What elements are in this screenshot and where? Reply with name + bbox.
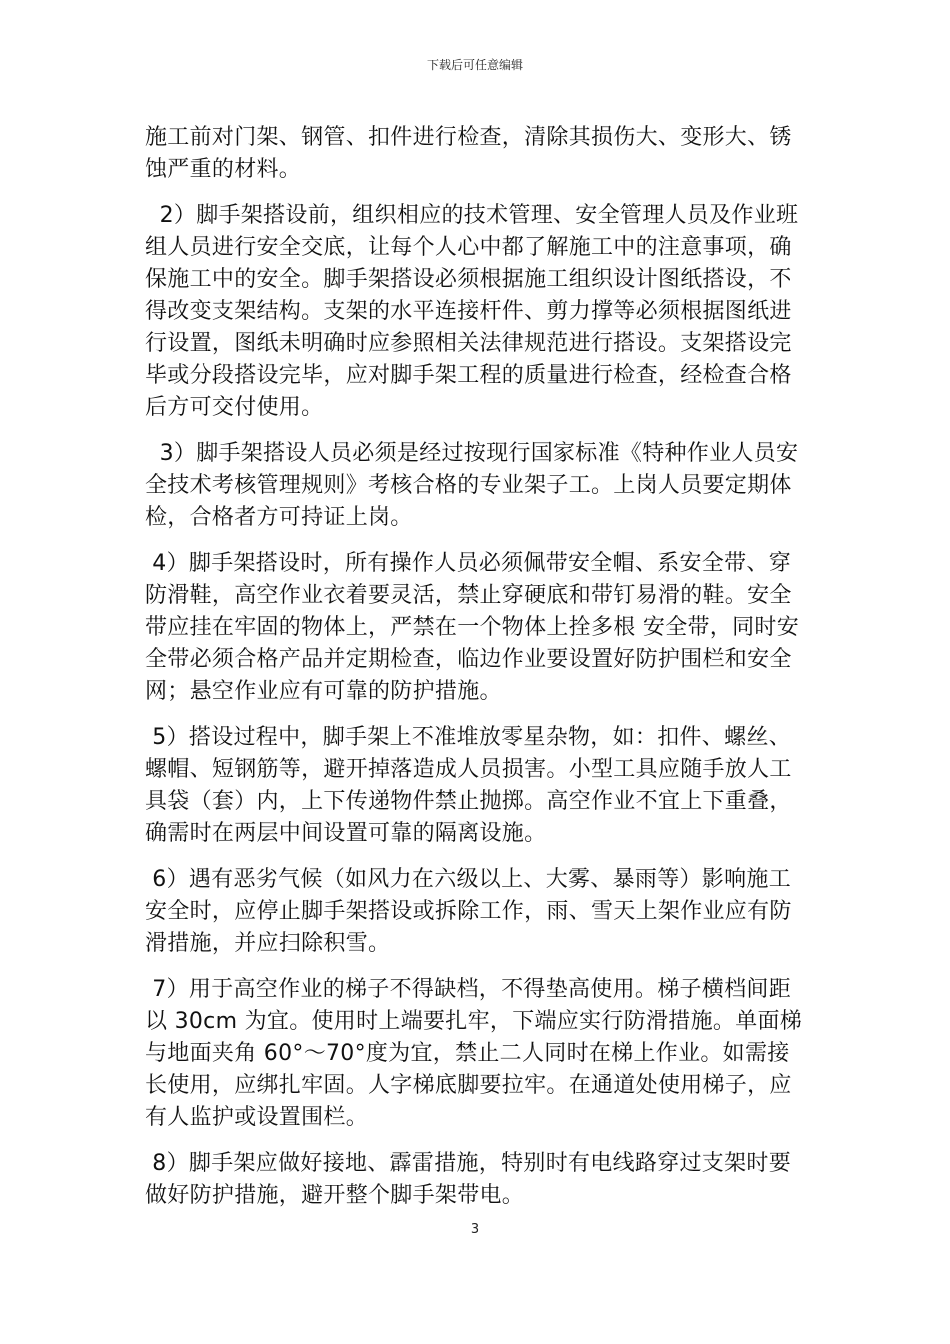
page-header: 下载后可任意编辑: [426, 58, 523, 72]
paragraph-5: 5）搭设过程中，脚手架上不准堆放零星杂物，如：扣件、螺丝、螺帽、短钢筋等，避开掉落造成人员损害。小型工具应随手放人工具袋（套）内，上下传递物件禁止抛掷。高空作业不宜上下重叠，确需时在两层中间设置可靠的隔离设施。: [145, 725, 792, 846]
paragraph-6: 6）遇有恶劣气候（如风力在六级以上、大雾、暴雨等）影响施工安全时，应停止脚手架搭设或拆除工作，雨、雪天上架作业应有防滑措施，并应扫除积雪。: [145, 867, 792, 956]
paragraph-4: 4）脚手架搭设时，所有操作人员必须佩带安全帽、系安全带、穿防滑鞋，高空作业衣着要灵活，禁止穿硬底和带钉易滑的鞋。安全带应挂在牢固的物体上，严禁在一个物体上拴多根 安全带，同时安全带必须合格产品并定期检查，临边作业要设置好防护围栏和安全网；悬空作业应有可靠的防护措施。: [145, 551, 799, 704]
paragraph-7: 7）用于高空作业的梯子不得缺档，不得垫高使用。梯子横档间距以 30cm 为宜。使用时上端要扎牢，下端应实行防滑措施。单面梯与地面夹角 60°～70°度为宜，禁止二人同时在梯上作业。如需接长使用，应绑扎牢固。人字梯底脚要拉牢。在通道处使用梯子，应有人监护或设置围栏。: [145, 977, 803, 1130]
paragraph-2: 2）脚手架搭设前，组织相应的技术管理、安全管理人员及作业班组人员进行安全交底，让每个人心中都了解施工中的注意事项，确保施工中的安全。脚手架搭设必须根据施工组织设计图纸搭设，不得改变支架结构。支架的水平连接杆件、剪力撑等必须根据图纸进行设置，图纸未明确时应参照相关法律规范进行搭设。支架搭设完毕或分段搭设完毕，应对脚手架工程的质量进行检查，经检查合格后方可交付使用。: [145, 203, 799, 420]
paragraph-8: 8）脚手架应做好接地、霹雷措施，特别时有电线路穿过支架时要做好防护措施，避开整个脚手架带电。: [145, 1151, 791, 1208]
paragraph-1: 施工前对门架、钢管、扣件进行检查，清除其损伤大、变形大、锈蚀严重的材料。: [145, 125, 792, 182]
document-body: [145, 122, 810, 1226]
page-number: 3: [470, 1222, 480, 1237]
paragraph-3: 3）脚手架搭设人员必须是经过按现行国家标准《特种作业人员安全技术考核管理规则》考核合格的专业架子工。上岗人员要定期体检，合格者方可持证上岗。: [145, 441, 799, 530]
